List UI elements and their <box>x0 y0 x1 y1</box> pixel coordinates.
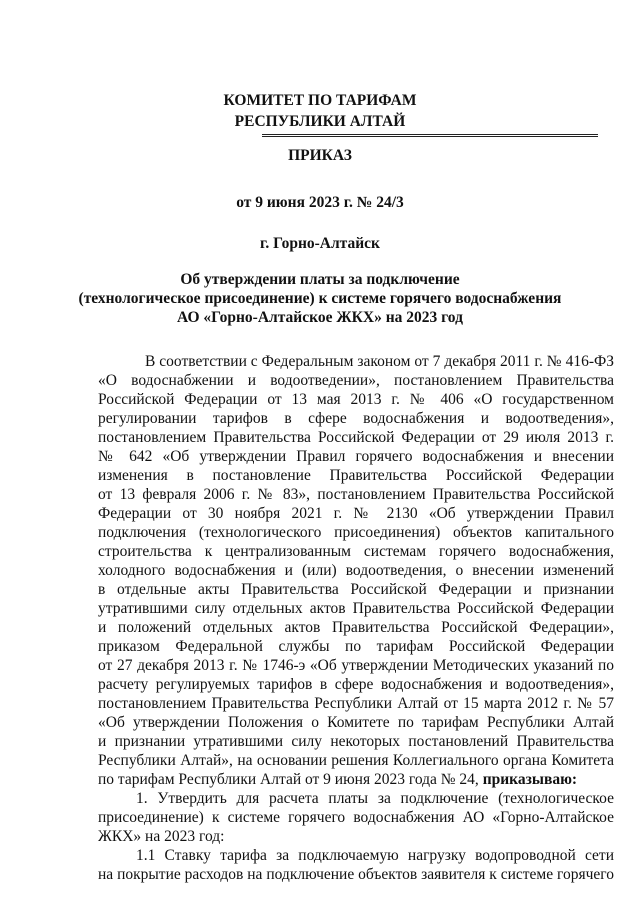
org-name-line-2: РЕСПУБЛИКИ АЛТАЙ <box>234 113 406 130</box>
body-line: подключения (технологического присоединения) объектов капитального <box>98 524 614 541</box>
body-line: В соответствии с Федеральным законом от 7 декабря 2011 г. № 416-ФЗ <box>145 353 614 370</box>
title-line-3: АО «Горно-Алтайское ЖКХ» на 2023 год <box>177 309 463 326</box>
document-date-number: от 9 июня 2023 г. № 24/3 <box>236 194 404 211</box>
clause-1-1-line: на покрытие расходов на подключение объектов заявителя к системе горячего <box>98 866 614 883</box>
body-line: № 642 «Об утверждении Правил горячего водоснабжения и внесении <box>98 448 614 465</box>
body-line-text: по тарифам Республики Алтай от 9 июня 2023 года № 24, <box>98 771 483 788</box>
body-line: Республики Алтай», на основании решения Коллегиального органа Комитета <box>98 752 614 769</box>
body-line: Федерации от 30 ноября 2021 г. № 2130 «Об утверждении Правил <box>98 505 614 522</box>
body-line: регулировании тарифов в сфере водоснабжения и водоотведения», <box>98 410 614 427</box>
clause-1-line: 1. Утвердить для расчета платы за подключение (технологическое <box>136 790 614 807</box>
order-word: приказываю: <box>482 771 578 788</box>
body-line: от 13 февраля 2006 г. № 83», постановлением Правительства Российской <box>98 486 614 503</box>
clause-1-1-line: 1.1 Ставку тарифа за подключаемую нагрузку водопроводной сети <box>136 847 614 864</box>
body-line: расчету регулируемых тарифов в сфере водоснабжения и водоотведения», <box>98 676 614 693</box>
body-line: от 27 декабря 2013 г. № 1746-э «Об утверждении Методических указаний по <box>98 657 614 674</box>
body-line: холодного водоснабжения и (или) водоотведения, о внесении изменений <box>98 562 614 579</box>
clause-1-line: ЖКХ» на 2023 год: <box>98 828 225 845</box>
document-type: ПРИКАЗ <box>288 147 352 164</box>
body-line: «Об утверждении Положения о Комитете по тарифам Республики Алтай <box>98 714 614 731</box>
body-line: строительства к централизованным системам горячего водоснабжения, <box>98 543 614 560</box>
header-divider <box>262 134 598 137</box>
clause-1-line: присоединение) к системе горячего водоснабжения АО «Горно-Алтайское <box>98 809 614 826</box>
body-line: Российской Федерации от 13 мая 2013 г. № 406 «О государственном <box>98 391 614 408</box>
document-body <box>98 352 614 884</box>
body-line: изменения в постановление Правительства Российской Федерации <box>98 467 614 484</box>
body-line: в отдельные акты Правительства Российской Федерации и признании <box>98 581 614 598</box>
document-title <box>40 270 600 327</box>
body-line: «О водоснабжении и водоотведении», постановлением Правительства <box>98 372 614 389</box>
body-line: постановлением Правительства Республики Алтай от 15 марта 2012 г. № 57 <box>98 695 614 712</box>
body-line: и положений отдельных актов Правительства Российской Федерации», <box>98 619 614 636</box>
body-line: постановлением Правительства Российской Федерации от 29 июля 2013 г. <box>98 429 614 446</box>
body-line-order <box>98 770 614 789</box>
body-line: и признании утратившими силу некоторых постановлений Правительства <box>98 733 614 750</box>
body-line: приказом Федеральной службы по тарифам Российской Федерации <box>98 638 614 655</box>
body-line: утратившими силу отдельных актов Правительства Российской Федерации <box>98 600 614 617</box>
title-line-1: Об утверждении платы за подключение <box>180 271 460 288</box>
document-city: г. Горно-Алтайск <box>260 235 380 252</box>
title-line-2: (технологическое присоединение) к системе горячего водоснабжения <box>78 290 562 307</box>
org-name-line-1: КОМИТЕТ ПО ТАРИФАМ <box>223 92 417 109</box>
